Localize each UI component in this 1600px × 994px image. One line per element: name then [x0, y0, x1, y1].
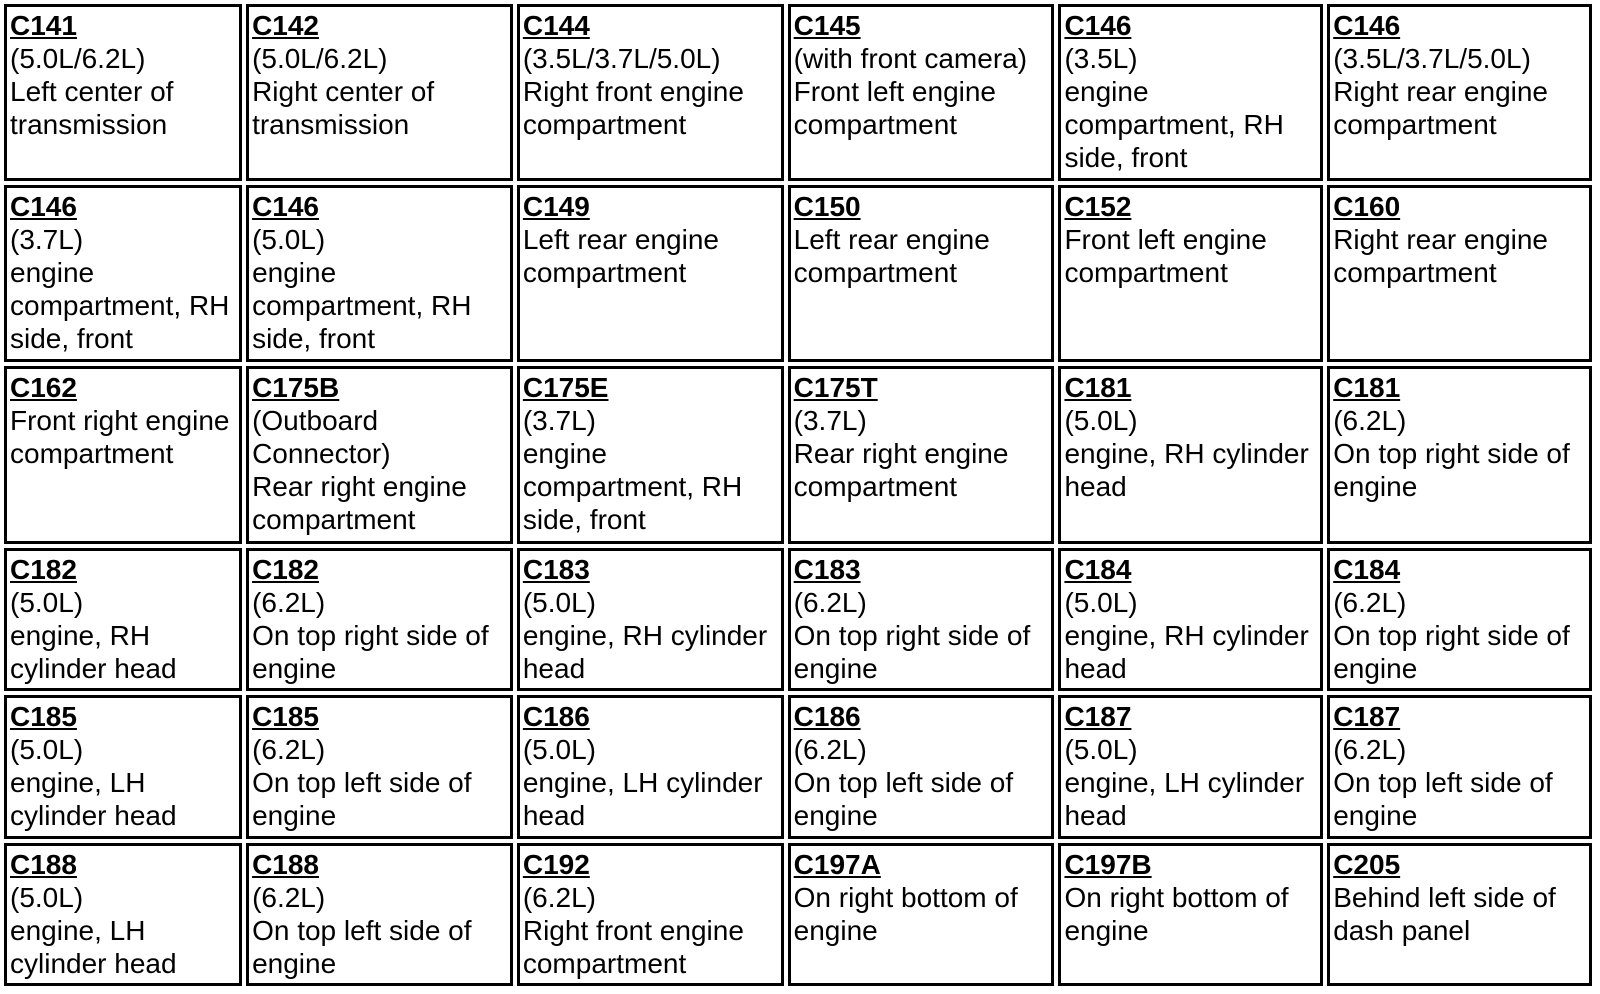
connector-cell: [1327, 843, 1592, 986]
connector-location: engine, RH cylinder head: [1064, 438, 1309, 503]
connector-id: C184: [1333, 553, 1401, 585]
connector-id: C175T: [793, 372, 878, 404]
connector-location: On top left side of engine: [252, 914, 472, 979]
connector-cell: [4, 695, 242, 838]
connector-location: Left center of transmission: [10, 76, 174, 140]
connector-cell: [4, 366, 242, 543]
connector-location: engine, LH cylinder head: [10, 914, 177, 979]
connector-id: C186: [793, 701, 861, 733]
connector-cell: [1327, 185, 1592, 362]
table-row: [4, 548, 1592, 691]
connector-location: engine compartment, RH side, front: [522, 438, 743, 536]
connector-location: engine compartment, RH side, front: [1064, 76, 1284, 173]
connector-cell: [1058, 185, 1323, 362]
connector-cell: [517, 548, 784, 691]
connector-location: Behind left side of dash panel: [1333, 881, 1556, 946]
connector-cell: [517, 4, 784, 181]
connector-location: On top right side of engine: [252, 619, 489, 684]
connector-cell: [1058, 4, 1323, 181]
connector-id: C141: [10, 10, 77, 41]
connector-id: C192: [522, 848, 590, 880]
connector-variant: (5.0L): [10, 586, 84, 618]
connector-cell: [1058, 366, 1323, 543]
connector-variant: (6.2L): [793, 734, 867, 766]
connector-id: C182: [10, 553, 77, 585]
connector-id: C160: [1333, 191, 1401, 223]
connector-id: C188: [10, 848, 77, 880]
connector-variant: (5.0L/6.2L): [10, 43, 146, 74]
connector-id: C144: [522, 10, 590, 41]
connector-cell: [1058, 695, 1323, 838]
connector-variant: (6.2L): [522, 881, 597, 913]
connector-cell: [1058, 548, 1323, 691]
connector-variant: (3.5L/3.7L/5.0L): [1333, 43, 1531, 74]
connector-cell: [1058, 843, 1323, 986]
connector-id: C197B: [1064, 848, 1152, 880]
connector-cell: [788, 548, 1055, 691]
connector-cell: [4, 548, 242, 691]
connector-id: C186: [522, 701, 590, 733]
connector-variant: (6.2L): [793, 586, 867, 618]
connector-location: On top right side of engine: [793, 619, 1031, 684]
connector-cell: [4, 185, 242, 362]
connector-cell: [1327, 695, 1592, 838]
connector-id: C183: [522, 553, 590, 585]
connector-location: On right bottom of engine: [1064, 881, 1289, 946]
connector-id: C187: [1064, 701, 1132, 733]
connector-variant: (3.5L): [1064, 43, 1138, 74]
connector-id: C183: [793, 553, 861, 585]
connector-variant: (with front camera): [793, 43, 1028, 74]
connector-cell: [246, 843, 513, 986]
table-row: [4, 4, 1592, 181]
connector-location: On top right side of engine: [1333, 438, 1570, 503]
connector-variant: (6.2L): [252, 586, 326, 618]
connector-id: C205: [1333, 848, 1401, 880]
connector-location: Right rear engine compartment: [1333, 76, 1549, 140]
connector-variant: (6.2L): [1333, 405, 1407, 437]
connector-cell: [788, 843, 1055, 986]
connector-location: engine, LH cylinder head: [522, 767, 763, 832]
connector-location: Right rear engine compartment: [1333, 224, 1549, 289]
connector-variant: (3.5L/3.7L/5.0L): [522, 43, 721, 74]
connector-location: engine compartment, RH side, front: [10, 257, 230, 355]
connector-location: On top right side of engine: [1333, 619, 1570, 684]
connector-location: Rear right engine compartment: [793, 438, 1009, 503]
table-row: [4, 185, 1592, 362]
connector-cell: [517, 695, 784, 838]
connector-id: C142: [252, 10, 319, 41]
connector-location: On right bottom of engine: [793, 881, 1018, 946]
connector-cell: [517, 366, 784, 543]
connector-id: C181: [1064, 372, 1132, 404]
connector-id: C185: [10, 701, 77, 733]
connector-id: C149: [522, 191, 590, 223]
connector-cell: [246, 185, 513, 362]
connector-location: engine, RH cylinder head: [10, 619, 177, 684]
connector-variant: (5.0L): [10, 881, 84, 913]
connector-location: Front left engine compartment: [793, 76, 996, 140]
connector-location: Left rear engine compartment: [793, 224, 990, 289]
connector-location: engine, LH cylinder head: [1064, 767, 1305, 832]
connector-id: C150: [793, 191, 861, 223]
connector-cell: [788, 185, 1055, 362]
connector-cell: [4, 4, 242, 181]
connector-variant: (5.0L): [252, 224, 326, 256]
connector-variant: (5.0L): [1064, 586, 1138, 618]
connector-id: C145: [793, 10, 861, 41]
connector-variant: (Outboard Connector): [252, 405, 391, 470]
connector-location: Left rear engine compartment: [522, 224, 719, 289]
connector-location: On top left side of engine: [793, 767, 1014, 832]
table-row: [4, 843, 1592, 986]
connector-id: C181: [1333, 372, 1401, 404]
connector-cell: [246, 366, 513, 543]
connector-variant: (5.0L): [10, 734, 84, 766]
connector-cell: [1327, 366, 1592, 543]
connector-cell: [4, 843, 242, 986]
connector-id: C182: [252, 553, 319, 585]
connector-location: engine, LH cylinder head: [10, 767, 177, 832]
connector-cell: [1327, 548, 1592, 691]
connector-variant: (5.0L): [1064, 405, 1138, 437]
table-row: [4, 695, 1592, 838]
connector-variant: (3.7L): [522, 405, 597, 437]
table-body: [4, 4, 1592, 986]
connector-location: Right center of transmission: [252, 76, 435, 140]
connector-cell: [788, 695, 1055, 838]
connector-location: engine compartment, RH side, front: [252, 257, 472, 355]
connector-id: C184: [1064, 553, 1132, 585]
connector-id: C197A: [793, 848, 881, 880]
connector-location: On top left side of engine: [1333, 767, 1553, 832]
connector-variant: (6.2L): [1333, 734, 1407, 766]
connector-location: Right front engine compartment: [522, 76, 744, 140]
connector-location: Rear right engine compartment: [252, 471, 467, 536]
connector-id: C175E: [522, 372, 609, 404]
connector-cell: [1327, 4, 1592, 181]
connector-id: C188: [252, 848, 319, 880]
connector-id: C146: [1064, 10, 1132, 41]
connector-cell: [517, 185, 784, 362]
connector-cell: [246, 695, 513, 838]
connector-id: C162: [10, 372, 77, 404]
connector-location: Front left engine compartment: [1064, 224, 1267, 289]
connector-cell: [246, 548, 513, 691]
connector-location: engine, RH cylinder head: [1064, 619, 1309, 684]
connector-variant: (6.2L): [1333, 586, 1407, 618]
connector-location: Right front engine compartment: [522, 914, 744, 979]
connector-cell: [517, 843, 784, 986]
connector-variant: (5.0L/6.2L): [252, 43, 388, 74]
connector-id: C146: [10, 191, 77, 223]
connector-cell: [246, 4, 513, 181]
connector-location: Front right engine compartment: [10, 405, 230, 470]
connector-location: On top left side of engine: [252, 767, 472, 832]
table-row: [4, 366, 1592, 543]
connector-location: engine, RH cylinder head: [522, 619, 768, 684]
connector-variant: (5.0L): [1064, 734, 1138, 766]
connector-cell: [788, 4, 1055, 181]
connector-id: C146: [252, 191, 319, 223]
connector-id: C187: [1333, 701, 1401, 733]
connector-variant: (3.7L): [10, 224, 84, 256]
connector-variant: (3.7L): [793, 405, 867, 437]
connector-variant: (6.2L): [252, 734, 326, 766]
connector-id: C146: [1333, 10, 1401, 41]
connector-variant: (5.0L): [522, 734, 597, 766]
connector-variant: (6.2L): [252, 881, 326, 913]
connector-variant: (5.0L): [522, 586, 597, 618]
connector-id: C175B: [252, 372, 340, 404]
connector-cell: [788, 366, 1055, 543]
connector-id: C185: [252, 701, 319, 733]
connector-id: C152: [1064, 191, 1132, 223]
